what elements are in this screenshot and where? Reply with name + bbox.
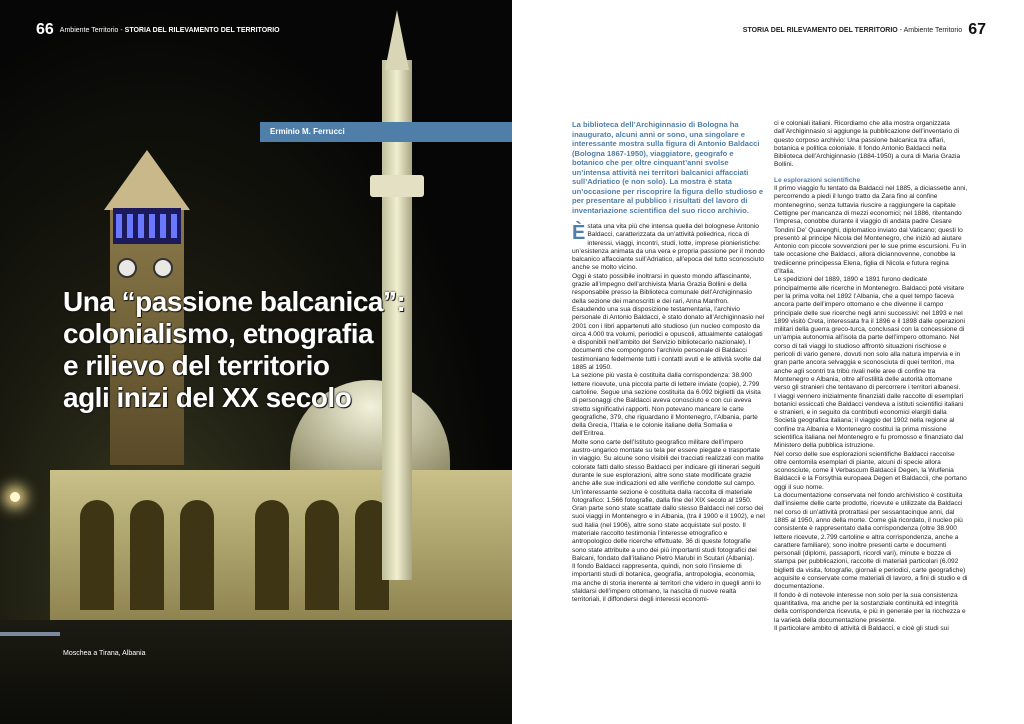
body-paragraph: Oggi è stato possibile inoltrarsi in questo mondo affascinante, grazie all’impegno dell’archivista Maria Grazia Bollini e della responsabile presso la Biblioteca comunale dell’Archiginnasio della sezione dei manoscritti e dei rari, Anna Manfron. [572, 272, 752, 305]
clock-face-icon [117, 258, 137, 278]
body-paragraph: Il particolare ambito di attività di Baldacci, e cioè gli studi sui [774, 624, 949, 632]
photo-tower-roof [104, 150, 190, 210]
author-bar: Erminio M. Ferrucci [260, 122, 512, 142]
body-paragraph: Esaudendo una sua disposizione testamentaria, l’archivio personale di Antonio Baldacci, è stato donato all’Archiginnasio nel 2001 con i libri appartenuti allo studioso (un nucleo composto da circa 4.000 tra volumi, periodici e opuscoli, attualmente catalogati e disponibili nell’ambito del Servizio bibliotecario nazionale). I documenti che compongono l’archivio personale di Baldacci testimoniano fedelmente tutti i contatti avuti e le attività svolte dal 1885 al 1950. [572, 305, 765, 372]
title-line: colonialismo, etnografia [63, 318, 374, 349]
page-number-right: 67 [968, 21, 986, 38]
light-trail [0, 632, 60, 636]
title-line: e rilievo del territorio [63, 350, 330, 381]
body-paragraph: La sezione più vasta è costituita dalla corrispondenza: 38.900 lettere ricevute, una piccola parte di lettere inviate (copie), 2.799 cartoline. Segue una sezione costituita da 6.092 biglietti da visita di personaggi che Baldacci aveva conosciuto e con cui aveva stretto significativi rapporti. Non potevano mancare le carte geografiche, 379, che riguardano il Montenegro, l’Albania, parte della Grecia, l’Italia e le colonie italiane della Somalia e dell’Eritrea. [572, 372, 761, 438]
clock-face-icon [153, 258, 173, 278]
photo-ground [0, 620, 512, 724]
photo-minaret-spire [385, 10, 409, 70]
page-number-left: 66 [36, 21, 54, 38]
body-paragraph: Il fondo Baldacci rappresenta, quindi, non solo l’insieme di importanti studi di botanica, geografia, antropologia, economia, ma anche di storia inerente ai territori che videro in quegli anni lo sfaldarsi dell’impero ottomano, la nascita di nuove realtà territoriali, il diffondersi degli interessi economi- [572, 563, 761, 604]
body-paragraph: La documentazione conservata nel fondo archivistico è costituita dall’insieme delle carte prodotte, ricevute e utilizzate da Baldacci nel corso di un’attività protrattasi per sessantacinque anni, dal 1885 al 1950, anno della morte. Come già ricordato, il nucleo più consistente è rappresentato dalla corrispondenza (oltre 38.900 lettere ricevute, 2.799 cartoline e altra corrispondenza, anche a carattere familiare); sono inoltre presenti carte e documenti personali (diplomi, passaporti, ricordi vari), minute e bozze di stampa per pubblicazioni, raccolte di materiali particolari (6.092 biglietti da visita, fotografie, giornali e periodici, carte geografiche) acquisite e conservate come materiali di lavoro, a fini di studio e di documentazione. [774, 492, 968, 591]
header-title: STORIA DEL RILEVAMENTO DEL TERRITORIO [124, 27, 280, 34]
photo-minaret-balcony [370, 175, 424, 197]
text-column-2 [774, 120, 968, 633]
body-paragraph: ci e coloniali italiani. Ricordiamo che alla mostra organizzata dall’Archiginnasio si aggiunge la pubblicazione dell’inventario di questo corposo archivio: Una passione balcanica tra affari, botanica e politica coloniale. Il fondo Antonio Baldacci nella Biblioteca dell’Archiginnasio (1884-1950) a cura di Maria Grazia Bollini. [774, 120, 961, 169]
title-line: Una “passione balcanica”: [63, 286, 406, 317]
photo-caption: Moschea a Tirana, Albania [63, 650, 146, 657]
body-paragraph: stata una vita più che intensa quella del bolognese Antonio Baldacci, caratterizzata da un’attività poliedrica, ricca di interessi, viaggi, incontri, studi, lotte, imprese pionieristiche: un’esistenza animata da una vera e propria passione per il mondo balcanico affacciante sull’Adriatico, all’epoca del tutto sconosciuto anche se molto vicino. [572, 223, 765, 272]
article-title [63, 286, 503, 414]
header-title: STORIA DEL RILEVAMENTO DEL TERRITORIO [742, 27, 898, 34]
photo-arch [130, 500, 164, 610]
photo-arch [255, 500, 289, 610]
lead-paragraph: La biblioteca dell’Archiginnasio di Bologna ha inaugurato, alcuni anni or sono, una singolare e interessante mostra sulla figura di Antonio Baldacci (Bologna 1867-1950), viaggiatore, geografo e botanico che per oltre cinquant’anni svolse un’intensa attività nei territori balcanici affacciati sull’Adriatico (e non solo). La mostra è stata un’occasione per riscoprire la figura dello studioso e per presentare al pubblico i risultati del lavoro di inventariazione scientifica del suo ricco archivio. [572, 120, 764, 215]
body-paragraph: Il fondo è di notevole interesse non solo per la sua consistenza quantitativa, ma anche per la sostanziale continuità ed integrità della corrispondenza ricevuta, e più in generale per la ricchezza e la varietà della documentazione presente. [774, 591, 966, 624]
photo-arch [80, 500, 114, 610]
header-section: Ambiente Territorio [59, 27, 119, 34]
photo-arch [180, 500, 214, 610]
body-paragraph: Molte sono carte dell’Istituto geografico militare dell’impero austro-ungarico montate su tela per essere piegate e trasportate in viaggio. Su alcune sono visibili dei tracciati realizzati con matite colorate fatti dallo stesso Baldacci per indicare gli itinerari seguiti durante le sue esplorazioni, altre sono state modificate grazie anche alle sue indicazioni ed alle verifiche condotte sul campo. [572, 438, 764, 488]
body-paragraph: Le spedizioni del 1889, 1890 e 1891 furono dedicate principalmente alle ricerche in Montenegro. Baldacci poté visitare per la prima volta nel 1892 l’Albania, che a quel tempo faceva ancora parte dell’impero ottomano e che divenne il campo principale delle sue ricerche negli anni successivi: nel 1893 e nel 1899 visitò Creta, interessata fra il 1896 e il 1898 dalle operazioni militari della guerra greco-turca, conclusasi con la concessione di un’ampia autonomia all’isola da parte dell’impero ottomano. Nel corso di tali viaggi lo studioso affrontò situazioni rischiose e pericoli di vario genere, dovuti non solo alla natura impervia e in gran parte ancora selvaggia e sconosciuta di quei territori, ma anche agli scontri tra tribù rivali nelle aree di confine tra Montenegro e Albania, oltre all’ostilità delle autorità ottomane verso gli stranieri che tentavano di percorrere i territori albanesi. [774, 276, 965, 392]
drop-cap: È [572, 222, 586, 244]
header-separator: - [118, 27, 125, 34]
right-running-header [743, 21, 986, 39]
body-paragraph: I viaggi vennero inizialmente finanziati dalle raccolte di esemplari botanici essiccati che Baldacci vendeva a istituti scientifici italiani e stranieri, e in seguito da contributi economici elargiti dalla Società geografica italiana; il viaggio del 1902 nella regione al confine tra Albania e Montenegro costituì la prima missione scientifica italiana nel Montenegro e fu promosso e finanziato dal Ministero della pubblica istruzione. [774, 392, 964, 450]
body-paragraph: Il primo viaggio fu tentato da Baldacci nel 1885, a diciassette anni, percorrendo a piedi il lungo tratto da Zara fino al confine montenegrino, senza tuttavia riuscire a raggiungere la capitale Cettigne per mancanza di mezzi economici; nel 1886, ritentando l’impresa, conobbe durante il viaggio di andata padre Cesare Tondini De’ Quarenghi, diplomatico inviato dal Vaticano; questi lo presentò al principe Nicola del Montenegro, che iniziò ad aiutare Antonio con piccole sovvenzioni per le sue prime escursioni. Fu in tale occasione che Baldacci, allora diciannovenne, conobbe la trediicenne principessa Elena, figlia di Nicola e futura regina d’Italia. [774, 185, 968, 276]
text-column-1 [572, 120, 765, 605]
title-line: agli inizi del XX secolo [63, 382, 352, 413]
left-running-header [36, 21, 280, 39]
body-paragraph: Un’interessante sezione è costituita dalla raccolta di materiale fotografico: 1.566 fotografie, dalla fine del XIX secolo al 1950. Gran parte sono state scattate dallo stesso Baldacci nel corso dei suoi viaggi in Montenegro e in Albania, (tra il 1900 e il 1902), e nel sud Italia (nel 1906), altre sono state acquistate sul posto. Il materiale raccolto testimonia l’interesse etnografico e antropologico delle ricerche effettuate. 36 di queste fotografie sono state attribuite a uno dei più importanti studi fotografici dei Balcani, fondato dall’italiano Pietro Marubi in Scutari (Albania). [572, 488, 765, 562]
right-page [512, 0, 1024, 724]
street-light [10, 492, 20, 502]
photo-arch [305, 500, 339, 610]
body-paragraph: Nel corso delle sue esplorazioni scientifiche Baldacci raccolse oltre centomila esemplari di piante, alcuni di specie allora sconosciute, come il Verbascum Baldaccii Degen, la Wulfenia Baldaccii e la Forsythia europaea Degen et Baldaccii, che portano oggi il suo nome. [774, 450, 967, 491]
header-separator: - [897, 27, 904, 34]
section-subheading: Le esplorazioni scientifiche [774, 176, 861, 184]
photo-tower-lights [113, 208, 181, 244]
header-section: Ambiente Territorio [903, 27, 963, 34]
